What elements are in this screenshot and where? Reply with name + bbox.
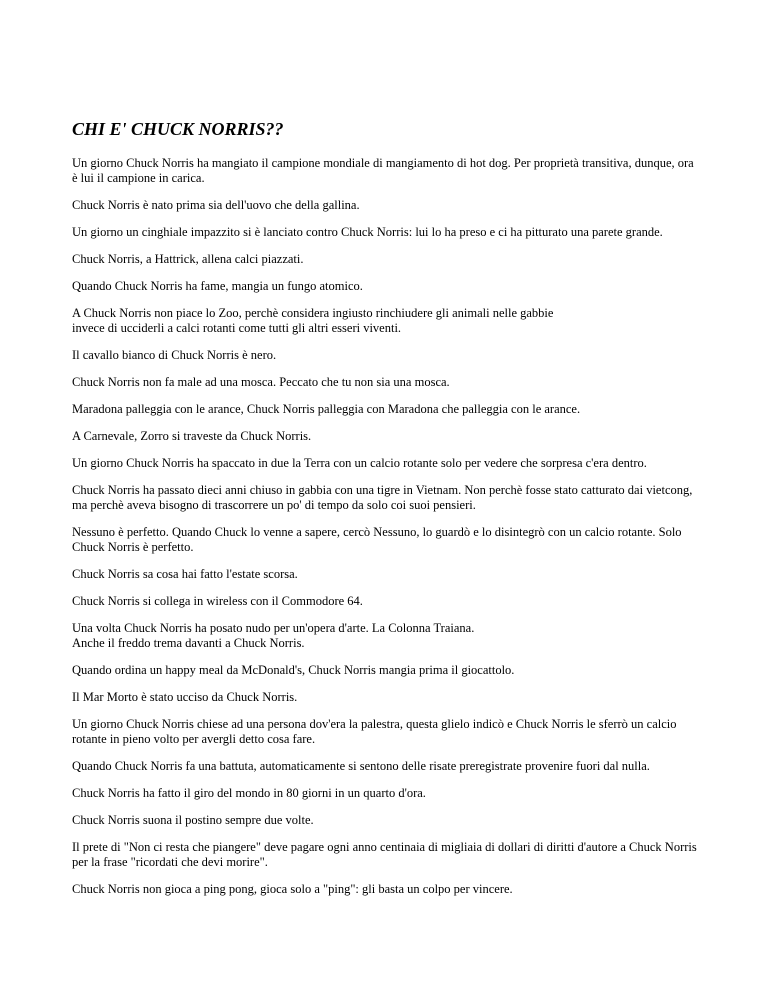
paragraph [72,621,700,651]
paragraph [72,279,700,294]
paragraph [72,198,700,213]
paragraph [72,786,700,801]
paragraph [72,483,700,513]
paragraph [72,402,700,417]
paragraph-line: Chuck Norris ha fatto il giro del mondo in 80 giorni in un quarto d'ora. [72,786,426,800]
paragraph [72,225,700,240]
paragraph-line: Quando ordina un happy meal da McDonald's, Chuck Norris mangia prima il giocattolo. [72,663,515,677]
paragraph [72,717,700,747]
paragraph [72,567,700,582]
paragraph [72,306,700,336]
paragraph [72,759,700,774]
paragraph [72,594,700,609]
paragraph-line: Il prete di "Non ci resta che piangere" deve pagare ogni anno centinaia di migliaia di dollari di diritti d'autore a Chuck Norris per la frase "ricordati che devi morire". [72,840,697,869]
paragraph [72,456,700,471]
paragraph-line: Un giorno Chuck Norris ha mangiato il campione mondiale di mangiamento di hot dog. Per proprietà transitiva, dunque, ora è lui il campione in carica. [72,156,694,185]
paragraph-line: Anche il freddo trema davanti a Chuck Norris. [72,636,305,650]
paragraph [72,840,700,870]
paragraph-line: invece di ucciderli a calci rotanti come tutti gli altri esseri viventi. [72,321,402,335]
paragraph-line: Chuck Norris suona il postino sempre due volte. [72,813,314,827]
paragraph-line: A Carnevale, Zorro si traveste da Chuck Norris. [72,429,312,443]
paragraph [72,429,700,444]
paragraph-list [72,156,700,897]
paragraph-line: Chuck Norris, a Hattrick, allena calci piazzati. [72,252,304,266]
paragraph-line: Chuck Norris non gioca a ping pong, gioca solo a "ping": gli basta un colpo per vincere. [72,882,513,896]
paragraph [72,882,700,897]
document-page [72,118,700,909]
paragraph-line: Chuck Norris è nato prima sia dell'uovo che della gallina. [72,198,360,212]
paragraph [72,525,700,555]
paragraph [72,375,700,390]
paragraph-line: Il Mar Morto è stato ucciso da Chuck Norris. [72,690,298,704]
paragraph-line: Quando Chuck Norris fa una battuta, automaticamente si sentono delle risate preregistrate provenire fuori dal nulla. [72,759,650,773]
document-title: CHI E' CHUCK NORRIS?? [72,119,284,139]
paragraph-line: Quando Chuck Norris ha fame, mangia un fungo atomico. [72,279,363,293]
paragraph-line: Un giorno Chuck Norris ha spaccato in due la Terra con un calcio rotante solo per vedere che sorpresa c'era dentro. [72,456,647,470]
paragraph [72,252,700,267]
paragraph-line: Una volta Chuck Norris ha posato nudo per un'opera d'arte. La Colonna Traiana. [72,621,475,635]
paragraph [72,690,700,705]
paragraph-line: Un giorno Chuck Norris chiese ad una persona dov'era la palestra, questa glielo indicò e Chuck Norris le sferrò un calcio rotante in pieno volto per avergli detto cosa fare. [72,717,677,746]
paragraph [72,348,700,363]
paragraph-line: Chuck Norris non fa male ad una mosca. Peccato che tu non sia una mosca. [72,375,450,389]
paragraph-line: Chuck Norris ha passato dieci anni chiuso in gabbia con una tigre in Vietnam. Non perchè fosse stato catturato dai vietcong, ma perchè aveva bisogno di trascorrere un po' di tempo da solo coi suoi pensieri. [72,483,693,512]
paragraph-line: Un giorno un cinghiale impazzito si è lanciato contro Chuck Norris: lui lo ha preso e ci ha pitturato una parete grande. [72,225,663,239]
paragraph [72,156,700,186]
paragraph [72,663,700,678]
paragraph-line: Chuck Norris si collega in wireless con il Commodore 64. [72,594,363,608]
paragraph-line: A Chuck Norris non piace lo Zoo, perchè considera ingiusto rinchiudere gli animali nelle gabbie [72,306,554,320]
paragraph [72,813,700,828]
paragraph-line: Nessuno è perfetto. Quando Chuck lo venne a sapere, cercò Nessuno, lo guardò e lo disintegrò con un calcio rotante. Solo Chuck Norris è perfetto. [72,525,682,554]
paragraph-line: Chuck Norris sa cosa hai fatto l'estate scorsa. [72,567,298,581]
paragraph-line: Il cavallo bianco di Chuck Norris è nero. [72,348,277,362]
paragraph-line: Maradona palleggia con le arance, Chuck Norris palleggia con Maradona che palleggia con le arance. [72,402,581,416]
